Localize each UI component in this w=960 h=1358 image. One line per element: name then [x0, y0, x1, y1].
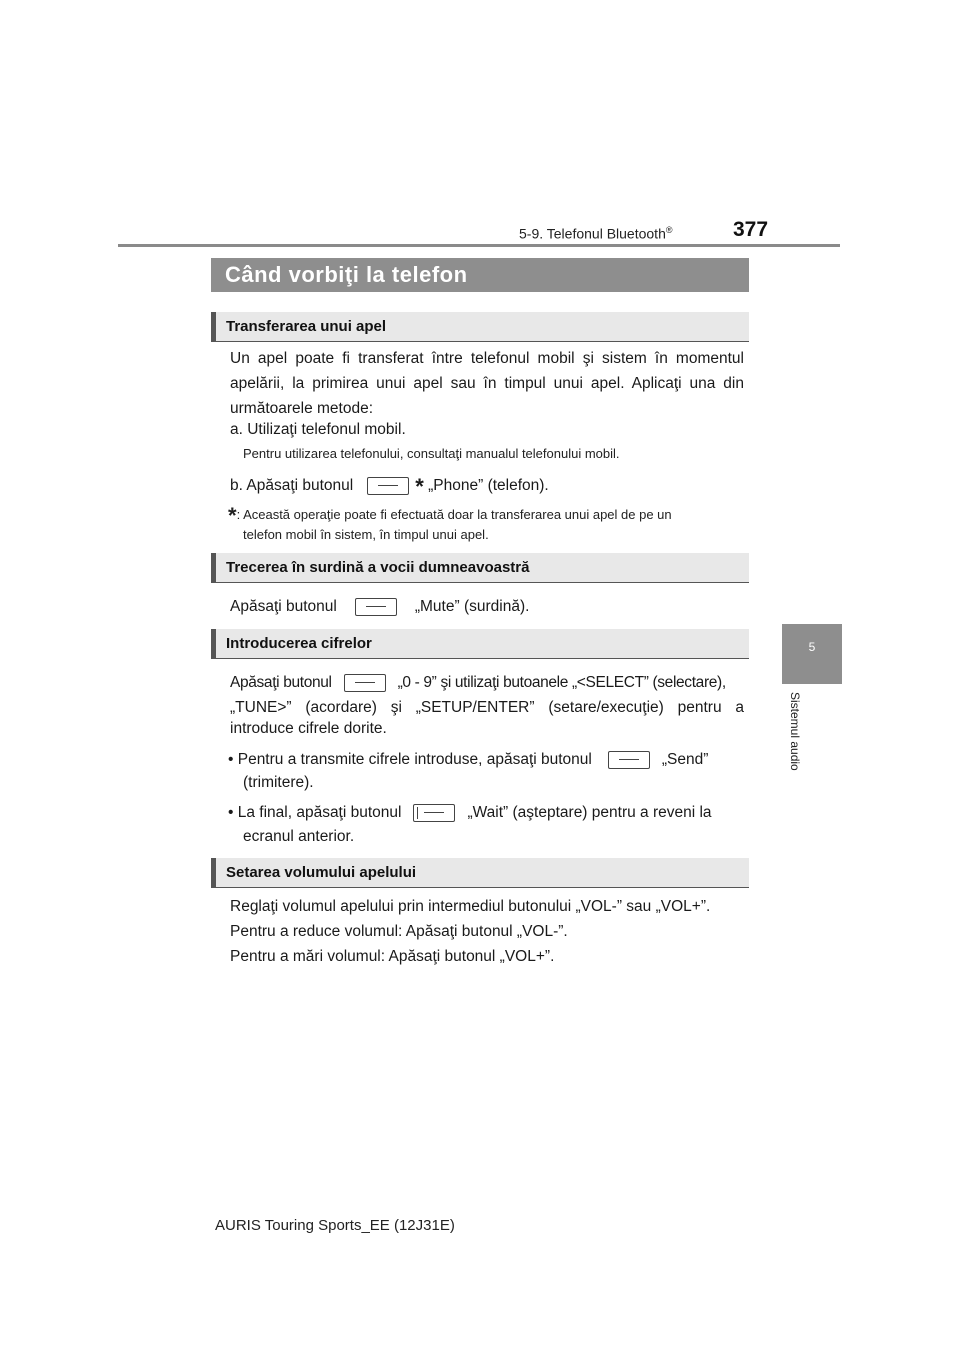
transfer-intro-line3: următoarele metode: — [230, 400, 374, 417]
volume-line2: Pentru a reduce volumul: Apăsaţi butonul „VOL-”. — [230, 923, 568, 940]
digits-bullet-send — [228, 747, 744, 772]
mute-suffix: „Mute” (surdină). — [414, 598, 530, 615]
volume-line3: Pentru a mări volumul: Apăsaţi butonul „VOL+”. — [230, 948, 555, 965]
page-number: 377 — [733, 218, 769, 241]
send-button-icon — [608, 751, 650, 769]
heading-transfer-call: Transferarea unui apel — [211, 312, 749, 342]
wait-button-icon — [413, 804, 455, 822]
digits-line1 — [230, 670, 744, 695]
mute-button-icon — [355, 598, 397, 616]
heading-mute: Trecerea în surdină a vocii dumneavoastră — [211, 553, 749, 583]
phone-button-icon — [367, 477, 409, 495]
transfer-intro-line1: Un apel poate fi transferat între telefonul mobil şi sistem în momentul — [230, 350, 744, 367]
send-line2: (trimitere). — [243, 774, 314, 791]
footnote-line1: : Această operaţie poate fi efectuată doar la transferarea unui apel de pe un — [236, 507, 672, 522]
option-b-star: * — [415, 474, 424, 499]
volume-line1: Reglaţi volumul apelului prin intermediul butonului „VOL-” sau „VOL+”. — [230, 898, 711, 915]
wait-line2: ecranul anterior. — [243, 828, 355, 845]
footnote-line2: telefon mobil în sistem, în timpul unui apel. — [243, 527, 489, 542]
digits-line1-prefix: Apăsaţi butonul — [230, 674, 332, 691]
section-breadcrumb — [519, 225, 673, 242]
page-title: Când vorbiţi la telefon — [211, 258, 749, 292]
digits-bullet-wait — [228, 800, 744, 825]
mute-instruction — [230, 594, 529, 619]
footnote — [228, 503, 672, 528]
option-b-prefix: b. Apăsaţi butonul — [230, 477, 354, 494]
header-divider — [118, 244, 840, 247]
document-footer: AURIS Touring Sports_EE (12J31E) — [215, 1217, 455, 1234]
send-prefix: • Pentru a transmite cifrele introduse, apăsaţi butonul — [228, 751, 592, 768]
mute-prefix: Apăsaţi butonul — [230, 598, 337, 615]
option-a-note: Pentru utilizarea telefonului, consultaţi manualul telefonului mobil. — [243, 446, 620, 461]
chapter-tab — [782, 624, 842, 684]
digits-line1-suffix: „0 - 9” şi utilizaţi butoanele „<SELECT” (selectare), — [397, 674, 726, 691]
digits-line2: „TUNE>” (acordare) şi „SETUP/ENTER” (setare/execuţie) pentru a — [230, 699, 744, 716]
option-b — [230, 473, 549, 498]
send-suffix: „Send” — [661, 751, 709, 768]
section-title: 5-9. Telefonul Bluetooth — [519, 225, 666, 242]
heading-volume: Setarea volumului apelului — [211, 858, 749, 888]
heading-digits: Introducerea cifrelor — [211, 629, 749, 659]
registered-mark: ® — [665, 225, 673, 235]
digits-line3: introduce cifrele dorite. — [230, 720, 387, 737]
wait-prefix: • La final, apăsaţi butonul — [228, 804, 402, 821]
footnote-star: * — [228, 503, 237, 528]
option-a: a. Utilizaţi telefonul mobil. — [230, 421, 406, 438]
chapter-label: Sistemul audio — [788, 692, 802, 771]
chapter-number: 5 — [808, 640, 816, 654]
option-b-suffix: „Phone” (telefon). — [428, 477, 549, 494]
wait-suffix: „Wait” (aşteptare) pentru a reveni la — [467, 804, 712, 821]
digits-button-icon — [344, 674, 386, 692]
transfer-intro-line2: apelării, la primirea unui apel sau în timpul unui apel. Aplicaţi una din — [230, 375, 744, 392]
